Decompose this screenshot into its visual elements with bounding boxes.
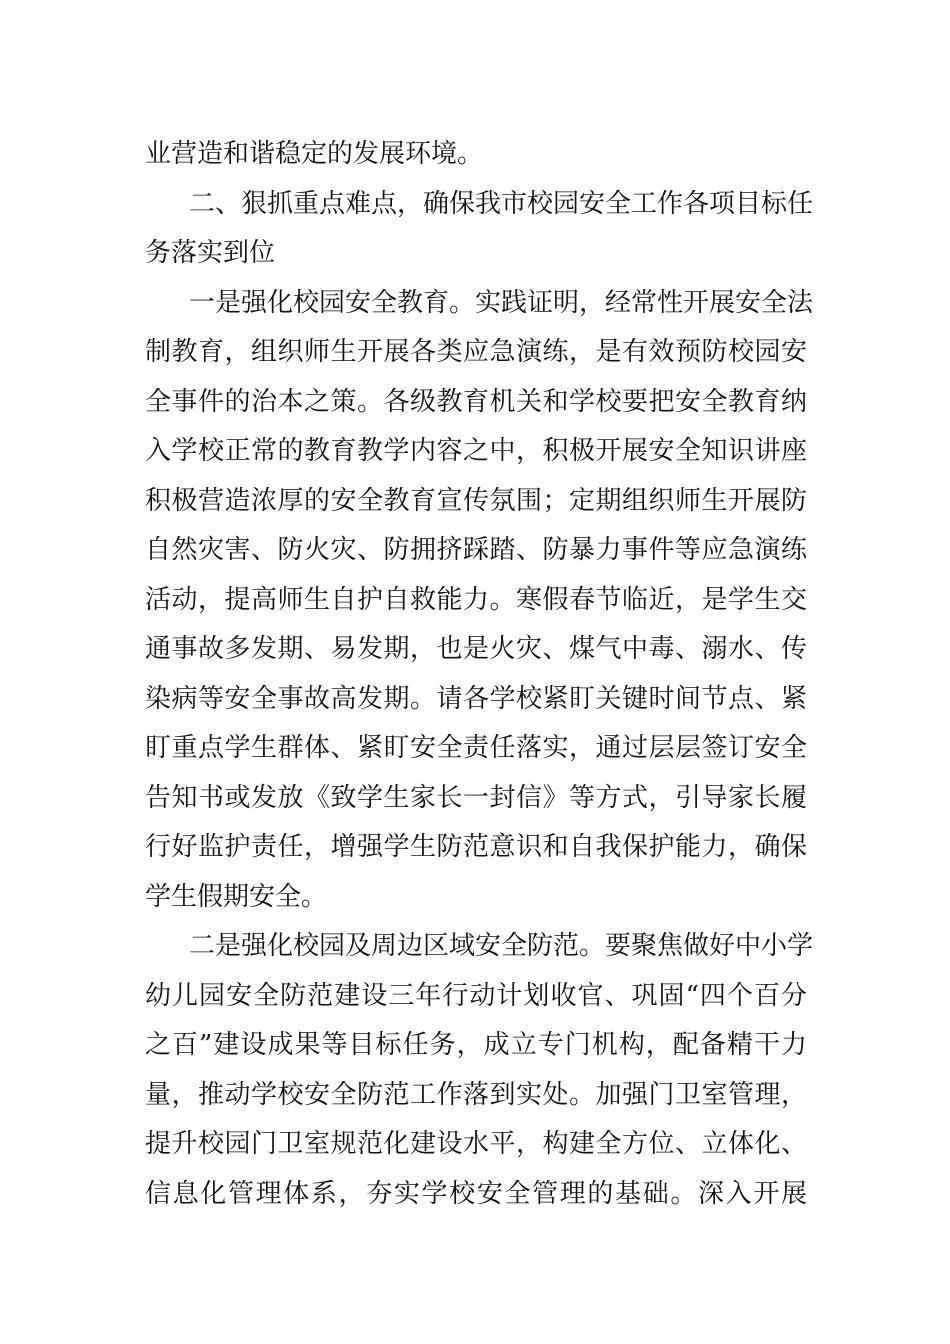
text-line: 业营造和谐稳定的发展环境。 [145, 139, 484, 169]
paragraph-line: 行好监护责任，增强学生防范意识和自我保护能力，确保 [145, 832, 807, 862]
paragraph-line: 信息化管理体系，夯实学校安全管理的基础。深入开展 [145, 1178, 807, 1209]
paragraph-line: 全事件的治本之策。各级教育机关和学校要把安全教育纳 [145, 386, 807, 417]
paragraph-line: 幼儿园安全防范建设三年行动计划收官、巩固“四个百分 [145, 980, 807, 1011]
paragraph-line: 自然灾害、防火灾、防拥挤踩踏、防暴力事件等应急演练 [145, 535, 807, 565]
paragraph-line: 活动，提高师生自护自救能力。寒假春节临近，是学生交 [145, 584, 807, 615]
paragraph-line: 告知书或发放《致学生家长一封信》等方式，引导家长履 [145, 782, 807, 813]
paragraph-line: 二是强化校园及周边区域安全防范。要聚焦做好中小学 [189, 931, 814, 961]
paragraph-line: 提升校园门卫室规范化建设水平，构建全方位、立体化、 [145, 1129, 807, 1159]
paragraph-line: 通事故多发期、易发期，也是火灾、煤气中毒、溺水、传 [145, 634, 807, 664]
paragraph-line: 一是强化校园安全教育。实践证明，经常性开展安全法 [189, 287, 814, 318]
document-body [145, 130, 814, 1219]
paragraph-line: 染病等安全事故高发期。请各学校紧盯关键时间节点、紧 [145, 683, 807, 714]
paragraph-line: 之百”建设成果等目标任务，成立专门机构，配备精干力 [145, 1030, 807, 1060]
paragraph-line: 入学校正常的教育教学内容之中，积极开展安全知识讲座 [145, 436, 807, 466]
paragraph-line: 学生假期安全。 [145, 881, 328, 912]
paragraph-line: 制教育，组织师生开展各类应急演练，是有效预防校园安 [145, 337, 807, 367]
section-heading-line: 务落实到位 [145, 238, 276, 268]
paragraph-line: 积极营造浓厚的安全教育宣传氛围；定期组织师生开展防 [145, 485, 807, 516]
section-heading-line: 二、狠抓重点难点，确保我市校园安全工作各项目标任 [189, 188, 814, 219]
paragraph-line: 量，推动学校安全防范工作落到实处。加强门卫室管理， [145, 1079, 807, 1110]
paragraph-line: 盯重点学生群体、紧盯安全责任落实，通过层层签订安全 [145, 733, 807, 763]
